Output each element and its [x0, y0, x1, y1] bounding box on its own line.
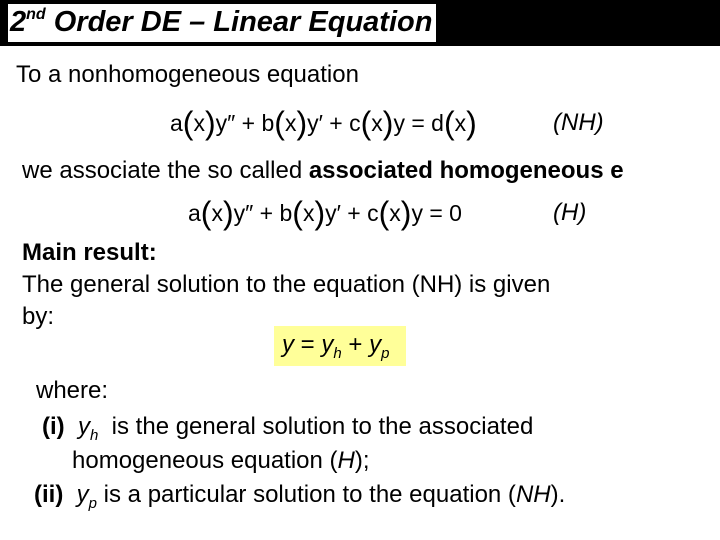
eq-y1: y′: [307, 110, 323, 136]
formula-yp: y: [369, 331, 382, 358]
formula-y: y: [282, 331, 294, 358]
where-item-ii: [34, 480, 565, 510]
item-ii-text: is a particular solution to the equation (: [97, 481, 516, 508]
main-result-line1: The general solution to the equation (NH) is given: [22, 271, 551, 298]
item-ii-sub: p: [88, 495, 98, 512]
eq-plus: +: [241, 110, 256, 136]
associate-line: [22, 156, 624, 186]
formula-yh: y: [321, 331, 334, 358]
eq-x: x: [454, 110, 467, 136]
formula-plus: +: [341, 331, 370, 358]
eq-plus: +: [259, 200, 274, 226]
general-solution-formula: [282, 330, 389, 360]
eq-x: x: [284, 110, 297, 136]
eq-a: a: [188, 200, 201, 226]
paren: (: [378, 195, 390, 231]
item-ii-end: ).: [550, 481, 566, 508]
item-i-h: H: [337, 447, 355, 474]
paren: (: [182, 105, 194, 141]
item-ii-nh: NH: [515, 481, 551, 508]
eq-y2: y″: [233, 200, 254, 226]
where-heading: where:: [36, 377, 109, 404]
main-result-heading: Main result:: [22, 239, 157, 266]
eq-x: x: [302, 200, 315, 226]
eq-b: b: [279, 200, 293, 226]
eq-x: x: [371, 110, 383, 136]
nh-label: (NH): [553, 109, 604, 136]
main-result-line2: by:: [22, 303, 55, 330]
associate-bold: associated homogeneous e: [308, 157, 624, 184]
formula-equals: =: [294, 331, 322, 358]
paren: (: [443, 105, 455, 141]
eq-d: d: [431, 110, 444, 136]
title-prefix: 2: [10, 6, 27, 38]
h-equation: [188, 195, 462, 231]
eq-y1: y′: [325, 200, 341, 226]
paren: (: [200, 195, 212, 231]
associate-text: we associate the so called: [22, 157, 309, 184]
eq-a: a: [170, 110, 183, 136]
paren: ): [382, 105, 394, 141]
item-ii-marker: (ii): [34, 481, 64, 508]
item-ii-var: y: [76, 481, 89, 508]
title-text: Order DE – Linear Equation: [45, 6, 433, 38]
item-i-var: y: [78, 413, 90, 440]
eq-b: b: [261, 110, 275, 136]
eq-equals: =: [429, 200, 443, 226]
paren: ): [400, 195, 412, 231]
eq-equals: =: [411, 110, 425, 136]
eq-x: x: [389, 200, 401, 226]
eq-x: x: [211, 200, 223, 226]
h-label: (H): [553, 199, 587, 226]
eq-y0: y: [393, 110, 405, 136]
formula-h-sub: h: [333, 344, 342, 362]
where-item-i-cont: [72, 446, 370, 476]
eq-c: c: [367, 200, 379, 226]
paren: ): [296, 105, 308, 141]
title-superscript: nd: [26, 6, 46, 23]
item-i-sub: h: [90, 427, 99, 444]
eq-c: c: [349, 110, 361, 136]
nh-equation: [170, 105, 477, 141]
paren: (: [292, 195, 303, 231]
eq-y0: y: [411, 200, 423, 226]
paren: ): [204, 105, 216, 141]
paren: (: [274, 105, 285, 141]
eq-plus: +: [347, 200, 361, 226]
intro-line: To a nonhomogeneous equation: [16, 61, 359, 88]
eq-x: x: [193, 110, 205, 136]
item-i-end: );: [354, 447, 370, 474]
paren: ): [314, 195, 326, 231]
item-i-text: is the general solution to the associated: [98, 413, 534, 440]
item-i-text2: homogeneous equation (: [72, 447, 338, 474]
slide-title: [8, 4, 436, 42]
eq-zero: 0: [449, 200, 462, 226]
item-i-marker: (i): [42, 413, 65, 440]
formula-p-sub: p: [381, 344, 390, 362]
eq-plus: +: [329, 110, 343, 136]
paren: ): [466, 105, 477, 141]
paren: ): [222, 195, 234, 231]
paren: (: [360, 105, 372, 141]
eq-y2: y″: [215, 110, 236, 136]
where-item-i: [42, 412, 533, 442]
